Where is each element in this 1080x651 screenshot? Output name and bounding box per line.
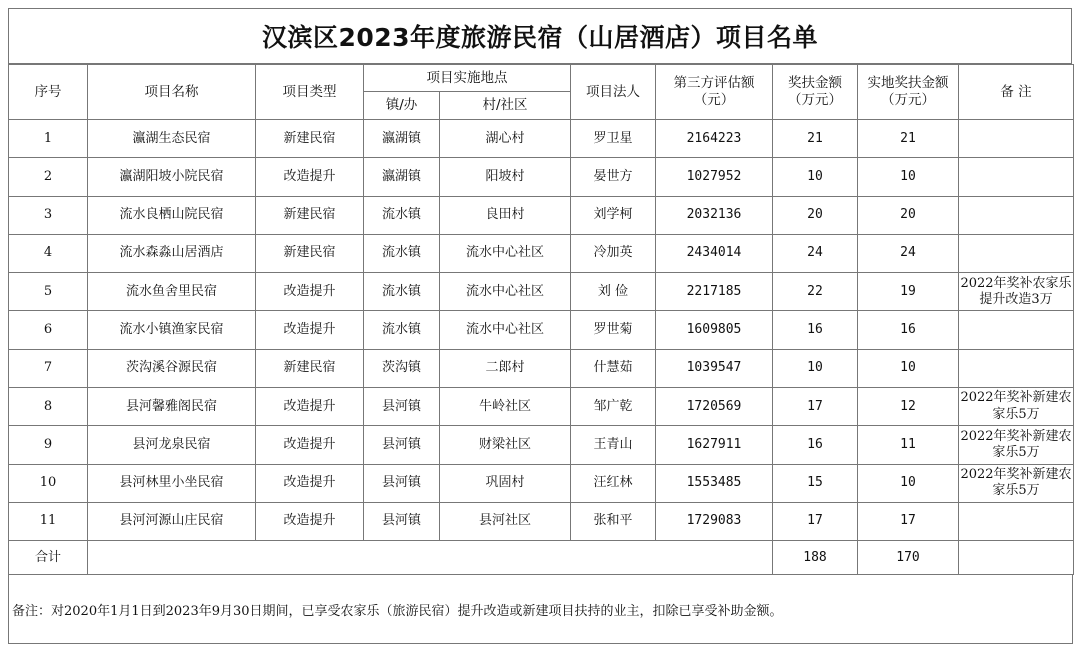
cell-seq: 9 xyxy=(9,426,88,464)
total-row xyxy=(9,541,1074,575)
cell-remark: 2022年奖补新建农家乐5万 xyxy=(959,388,1074,426)
cell-seq: 11 xyxy=(9,502,88,540)
header-type: 项目类型 xyxy=(256,65,364,120)
cell-legal: 罗卫星 xyxy=(571,120,656,158)
table-row xyxy=(9,464,1074,502)
cell-eval: 1627911 xyxy=(656,426,773,464)
cell-village: 牛岭社区 xyxy=(440,388,571,426)
cell-actual: 16 xyxy=(858,311,959,349)
cell-eval: 1039547 xyxy=(656,349,773,387)
cell-legal: 罗世菊 xyxy=(571,311,656,349)
cell-town: 流水镇 xyxy=(364,196,440,234)
cell-town: 瀛湖镇 xyxy=(364,120,440,158)
table-body xyxy=(9,120,1074,541)
cell-remark: 2022年奖补农家乐提升改造3万 xyxy=(959,273,1074,311)
cell-remark: 2022年奖补新建农家乐5万 xyxy=(959,464,1074,502)
cell-actual: 24 xyxy=(858,234,959,272)
header-location: 项目实施地点 xyxy=(364,65,571,92)
cell-town: 流水镇 xyxy=(364,311,440,349)
cell-award: 21 xyxy=(773,120,858,158)
cell-village: 流水中心社区 xyxy=(440,273,571,311)
table-row xyxy=(9,196,1074,234)
cell-name: 流水良栖山院民宿 xyxy=(88,196,256,234)
header-seq: 序号 xyxy=(9,65,88,120)
cell-actual: 17 xyxy=(858,502,959,540)
cell-legal: 邹广乾 xyxy=(571,388,656,426)
cell-type: 改造提升 xyxy=(256,464,364,502)
cell-legal: 王青山 xyxy=(571,426,656,464)
cell-legal: 什慧茹 xyxy=(571,349,656,387)
cell-village: 县河社区 xyxy=(440,502,571,540)
table-row xyxy=(9,349,1074,387)
cell-town: 县河镇 xyxy=(364,426,440,464)
cell-type: 新建民宿 xyxy=(256,349,364,387)
cell-village: 良田村 xyxy=(440,196,571,234)
cell-seq: 7 xyxy=(9,349,88,387)
cell-type: 改造提升 xyxy=(256,273,364,311)
table-row xyxy=(9,234,1074,272)
cell-seq: 2 xyxy=(9,158,88,196)
cell-actual: 10 xyxy=(858,349,959,387)
cell-actual: 21 xyxy=(858,120,959,158)
table-row xyxy=(9,311,1074,349)
total-label: 合计 xyxy=(9,541,88,575)
cell-seq: 1 xyxy=(9,120,88,158)
cell-type: 新建民宿 xyxy=(256,196,364,234)
cell-name: 流水森淼山居酒店 xyxy=(88,234,256,272)
table-row xyxy=(9,158,1074,196)
table-row xyxy=(9,120,1074,158)
cell-town: 县河镇 xyxy=(364,388,440,426)
cell-award: 16 xyxy=(773,311,858,349)
cell-town: 瀛湖镇 xyxy=(364,158,440,196)
cell-remark xyxy=(959,120,1074,158)
cell-village: 流水中心社区 xyxy=(440,234,571,272)
cell-eval: 1609805 xyxy=(656,311,773,349)
cell-award: 22 xyxy=(773,273,858,311)
cell-type: 改造提升 xyxy=(256,158,364,196)
cell-award: 10 xyxy=(773,349,858,387)
total-actual: 170 xyxy=(858,541,959,575)
cell-eval: 1720569 xyxy=(656,388,773,426)
header-actual-label: 实地奖扶金额（万元） xyxy=(867,75,949,108)
cell-legal: 汪红林 xyxy=(571,464,656,502)
table-row xyxy=(9,388,1074,426)
cell-award: 16 xyxy=(773,426,858,464)
total-award: 188 xyxy=(773,541,858,575)
cell-name: 瀛湖阳坡小院民宿 xyxy=(88,158,256,196)
cell-eval: 2434014 xyxy=(656,234,773,272)
cell-name: 瀛湖生态民宿 xyxy=(88,120,256,158)
cell-legal: 刘学柯 xyxy=(571,196,656,234)
header-eval xyxy=(656,65,773,120)
cell-seq: 8 xyxy=(9,388,88,426)
header-row-1 xyxy=(9,65,1074,92)
cell-actual: 10 xyxy=(858,464,959,502)
cell-type: 改造提升 xyxy=(256,426,364,464)
cell-actual: 12 xyxy=(858,388,959,426)
cell-remark: 2022年奖补新建农家乐5万 xyxy=(959,426,1074,464)
cell-seq: 10 xyxy=(9,464,88,502)
cell-seq: 4 xyxy=(9,234,88,272)
cell-name: 县河河源山庄民宿 xyxy=(88,502,256,540)
cell-legal: 晏世方 xyxy=(571,158,656,196)
cell-name: 县河林里小坐民宿 xyxy=(88,464,256,502)
cell-type: 改造提升 xyxy=(256,502,364,540)
cell-award: 20 xyxy=(773,196,858,234)
header-award xyxy=(773,65,858,120)
cell-eval: 1027952 xyxy=(656,158,773,196)
total-empty xyxy=(88,541,773,575)
cell-type: 新建民宿 xyxy=(256,120,364,158)
cell-actual: 19 xyxy=(858,273,959,311)
cell-remark xyxy=(959,158,1074,196)
cell-legal: 刘 俭 xyxy=(571,273,656,311)
header-village: 村/社区 xyxy=(440,92,571,120)
cell-eval: 2032136 xyxy=(656,196,773,234)
cell-type: 新建民宿 xyxy=(256,234,364,272)
project-table xyxy=(8,64,1074,575)
cell-award: 17 xyxy=(773,502,858,540)
cell-award: 15 xyxy=(773,464,858,502)
header-name: 项目名称 xyxy=(88,65,256,120)
cell-seq: 3 xyxy=(9,196,88,234)
cell-actual: 10 xyxy=(858,158,959,196)
cell-remark xyxy=(959,311,1074,349)
cell-actual: 20 xyxy=(858,196,959,234)
cell-town: 县河镇 xyxy=(364,502,440,540)
cell-village: 流水中心社区 xyxy=(440,311,571,349)
cell-legal: 张和平 xyxy=(571,502,656,540)
table-row xyxy=(9,426,1074,464)
cell-eval: 2164223 xyxy=(656,120,773,158)
cell-village: 二郎村 xyxy=(440,349,571,387)
cell-award: 17 xyxy=(773,388,858,426)
cell-town: 流水镇 xyxy=(364,234,440,272)
cell-town: 茨沟镇 xyxy=(364,349,440,387)
cell-name: 县河龙泉民宿 xyxy=(88,426,256,464)
cell-seq: 6 xyxy=(9,311,88,349)
cell-village: 湖心村 xyxy=(440,120,571,158)
total-remark xyxy=(959,541,1074,575)
header-award-label: 奖扶金额（万元） xyxy=(788,75,842,108)
cell-seq: 5 xyxy=(9,273,88,311)
header-legal: 项目法人 xyxy=(571,65,656,120)
header-eval-label: 第三方评估额（元） xyxy=(673,75,755,108)
cell-eval: 1553485 xyxy=(656,464,773,502)
table-row xyxy=(9,273,1074,311)
cell-name: 县河馨雅阁民宿 xyxy=(88,388,256,426)
footnote: 备注：对2020年1月1日到2023年9月30日期间，已享受农家乐（旅游民宿）提升改造或新建项目扶持的业主，扣除已享受补助金额。 xyxy=(12,604,783,619)
cell-town: 流水镇 xyxy=(364,273,440,311)
cell-type: 改造提升 xyxy=(256,311,364,349)
cell-town: 县河镇 xyxy=(364,464,440,502)
cell-remark xyxy=(959,502,1074,540)
cell-village: 巩固村 xyxy=(440,464,571,502)
cell-award: 10 xyxy=(773,158,858,196)
header-actual xyxy=(858,65,959,120)
table-row xyxy=(9,502,1074,540)
document-title: 汉滨区2023年度旅游民宿（山居酒店）项目名单 xyxy=(8,8,1072,64)
cell-name: 茨沟溪谷源民宿 xyxy=(88,349,256,387)
cell-type: 改造提升 xyxy=(256,388,364,426)
cell-remark xyxy=(959,349,1074,387)
cell-name: 流水鱼舍里民宿 xyxy=(88,273,256,311)
cell-village: 阳坡村 xyxy=(440,158,571,196)
cell-village: 财梁社区 xyxy=(440,426,571,464)
cell-eval: 2217185 xyxy=(656,273,773,311)
cell-remark xyxy=(959,196,1074,234)
cell-remark xyxy=(959,234,1074,272)
cell-legal: 冷加英 xyxy=(571,234,656,272)
header-remark: 备 注 xyxy=(959,65,1074,120)
cell-name: 流水小镇渔家民宿 xyxy=(88,311,256,349)
cell-actual: 11 xyxy=(858,426,959,464)
cell-eval: 1729083 xyxy=(656,502,773,540)
header-town: 镇/办 xyxy=(364,92,440,120)
cell-award: 24 xyxy=(773,234,858,272)
